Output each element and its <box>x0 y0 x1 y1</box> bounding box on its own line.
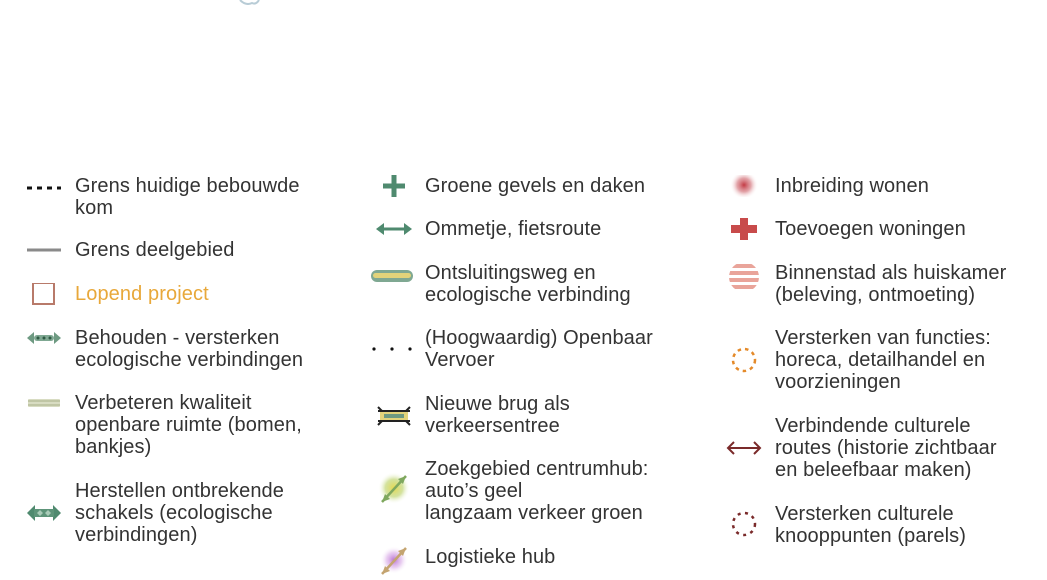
legend-item-logistieke-hub <box>376 546 555 576</box>
maroon-dashed-circle-icon <box>726 507 762 541</box>
bridge-icon <box>376 405 412 427</box>
legend-item-toevoegen-woningen <box>726 218 966 240</box>
red-blur-dot-icon <box>726 175 762 197</box>
legend-label: Ontsluitingsweg en ecologische verbinding <box>425 262 631 306</box>
black-dots-icon <box>370 338 414 360</box>
legend-label: Behouden - versterken ecologische verbindingen <box>75 327 304 371</box>
legend-item-ontsluitingsweg <box>370 262 631 306</box>
legend-label: Versterken culturele knooppunten (parels) <box>775 503 967 547</box>
grey-line-icon <box>26 239 62 261</box>
legend-label: Ommetje, fietsroute <box>425 218 602 240</box>
legend-item-ommetje <box>376 218 601 240</box>
legend-item-centrumhub <box>376 458 648 524</box>
orange-dashed-circle-icon <box>726 343 762 377</box>
legend-label: Versterken van functies: horeca, detailhandel en voorzieningen <box>775 327 991 393</box>
green-double-arrow-icon <box>376 218 412 240</box>
legend-item-grens-deelgebied <box>26 239 235 261</box>
yellow-green-road-icon <box>370 262 414 284</box>
legend-item-nieuwe-brug <box>376 393 570 437</box>
legend-item-groene-gevels <box>376 175 645 197</box>
dashed-black-line-icon <box>26 175 62 197</box>
legend-item-inbreiding-wonen <box>726 175 929 197</box>
legend-label: Groene gevels en daken <box>425 175 646 197</box>
striped-circle-icon <box>726 262 762 292</box>
logistics-hub-icon <box>376 546 412 576</box>
cream-double-line-icon <box>26 392 62 414</box>
red-plus-icon <box>726 218 762 240</box>
legend-label: Toevoegen woningen <box>775 218 966 240</box>
legend-item-openbaar-vervoer <box>370 327 653 371</box>
legend-label: Nieuwe brug als verkeersentree <box>425 393 570 437</box>
brown-square-icon <box>26 283 62 305</box>
maroon-double-arrow-icon <box>726 437 762 459</box>
legend-item-lopend-project <box>26 283 209 305</box>
legend-label: Grens deelgebied <box>75 239 235 261</box>
legend-item-versterken-functies <box>726 327 991 393</box>
legend-label: Inbreiding wonen <box>775 175 929 197</box>
green-plus-icon <box>376 175 412 197</box>
legend-item-grens-bebouwde-kom <box>26 175 300 219</box>
legend-label: Verbeteren kwaliteit openbare ruimte (bomen, bankjes) <box>75 392 302 458</box>
legend-item-behouden-ecologische <box>26 327 303 371</box>
legend-label: Binnenstad als huiskamer (beleving, ontmoeting) <box>775 262 1007 306</box>
legend-label: (Hoogwaardig) Openbaar Vervoer <box>425 327 653 371</box>
legend-item-verbeteren-openbare-ruimte <box>26 392 302 458</box>
legend-label: Herstellen ontbrekende schakels (ecologische verbindingen) <box>75 480 284 546</box>
legend-item-culturele-knooppunten <box>726 503 966 547</box>
dark-green-arrow-icon <box>26 502 62 524</box>
legend-item-culturele-routes <box>726 415 997 481</box>
green-dotted-arrow-icon <box>26 327 62 349</box>
centrumhub-arrow-icon <box>376 470 412 510</box>
legend-item-binnenstad-huiskamer <box>726 262 1006 306</box>
legend-label: Lopend project <box>75 283 209 305</box>
legend-label: Verbindende culturele routes (historie zichtbaar en beleefbaar maken) <box>775 415 997 481</box>
legend-item-herstellen-schakels <box>26 480 284 546</box>
legend-label: Grens huidige bebouwde kom <box>75 175 300 219</box>
legend-label: Logistieke hub <box>425 546 556 568</box>
legend-label: Zoekgebied centrumhub: auto’s geel langzaam verkeer groen <box>425 458 649 524</box>
